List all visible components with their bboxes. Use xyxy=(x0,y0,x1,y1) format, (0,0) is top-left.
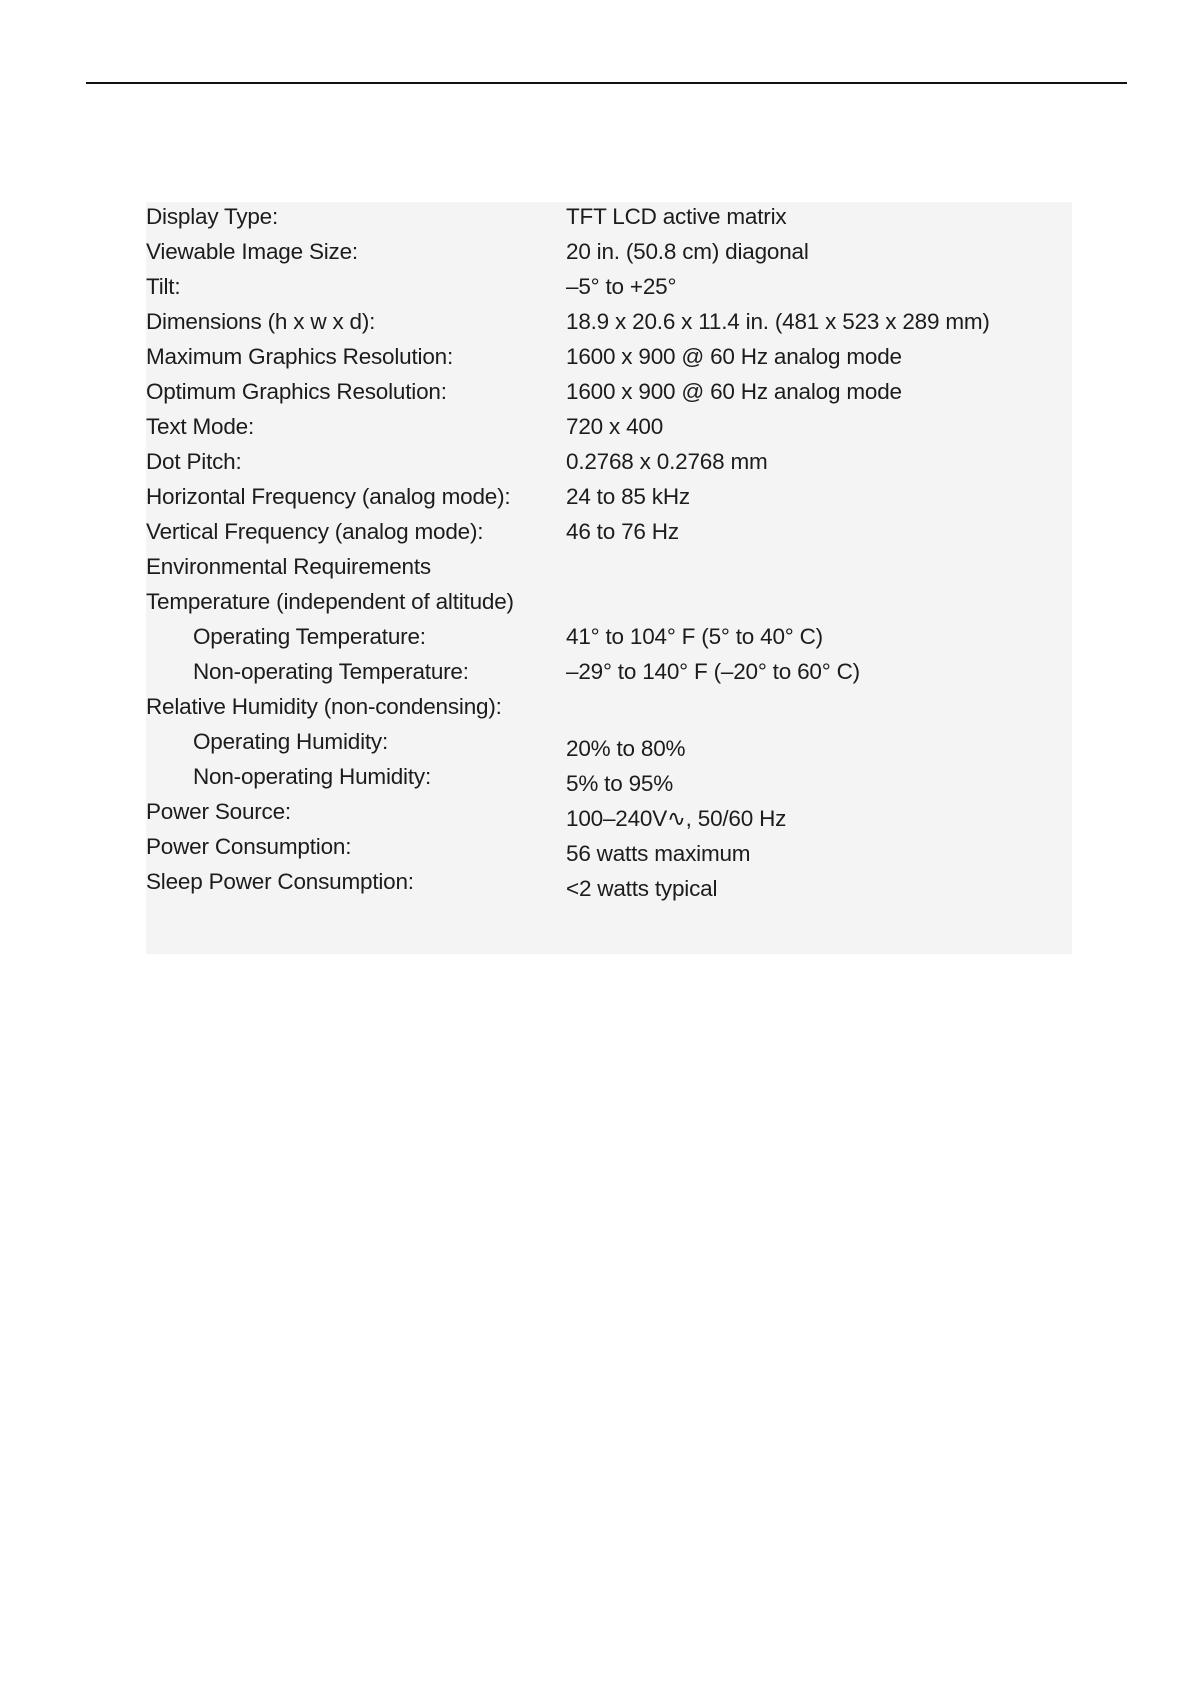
spec-row-power-source xyxy=(146,797,1072,831)
spec-label: Tilt: xyxy=(146,274,181,299)
spec-value: 46 to 76 Hz xyxy=(566,519,679,544)
spec-label: Sleep Power Consumption: xyxy=(146,869,414,894)
spec-value: 20% to 80% xyxy=(566,736,686,761)
spec-value: <2 watts typical xyxy=(566,876,718,901)
spec-label: Dimensions (h x w x d): xyxy=(146,309,376,334)
spec-row-dimensions xyxy=(146,307,1072,341)
spec-row-non-operating-humidity xyxy=(146,762,1072,796)
spec-value: 41° to 104° F (5° to 40° C) xyxy=(566,624,823,649)
spec-section-heading: Relative Humidity (non-condensing): xyxy=(146,694,502,719)
spec-value: –5° to +25° xyxy=(566,274,677,299)
spec-label: Operating Temperature: xyxy=(193,624,426,649)
spec-value: 24 to 85 kHz xyxy=(566,484,690,509)
spec-value: –29° to 140° F (–20° to 60° C) xyxy=(566,659,860,684)
spec-label: Power Source: xyxy=(146,799,291,824)
spec-label: Dot Pitch: xyxy=(146,449,242,474)
spec-value: 1600 x 900 @ 60 Hz analog mode xyxy=(566,344,902,369)
spec-label: Optimum Graphics Resolution: xyxy=(146,379,447,404)
spec-label: Horizontal Frequency (analog mode): xyxy=(146,484,511,509)
spec-value: 100–240V∿, 50/60 Hz xyxy=(566,806,787,831)
spec-row-horizontal-frequency xyxy=(146,482,1072,516)
spec-row-tilt xyxy=(146,272,1072,306)
spec-row-temperature xyxy=(146,587,1072,621)
spec-row-sleep-power-consumption xyxy=(146,867,1072,901)
spec-row-display-type xyxy=(146,202,1072,236)
spec-label: Maximum Graphics Resolution: xyxy=(146,344,454,369)
spec-value: 720 x 400 xyxy=(566,414,664,439)
spec-value: 56 watts maximum xyxy=(566,841,751,866)
spec-label: Power Consumption: xyxy=(146,834,352,859)
spec-row-vertical-frequency xyxy=(146,517,1072,551)
header-rule xyxy=(86,82,1127,84)
spec-section-heading: Temperature (independent of altitude) xyxy=(146,589,514,614)
spec-value: 20 in. (50.8 cm) diagonal xyxy=(566,239,809,264)
spec-value: 1600 x 900 @ 60 Hz analog mode xyxy=(566,379,902,404)
spec-value: TFT LCD active matrix xyxy=(566,204,787,229)
spec-row-max-resolution xyxy=(146,342,1072,376)
spec-row-text-mode xyxy=(146,412,1072,446)
spec-row-operating-temperature xyxy=(146,622,1072,656)
spec-row-environmental-requirements xyxy=(146,552,1072,586)
spec-label: Text Mode: xyxy=(146,414,255,439)
spec-row-non-operating-temperature xyxy=(146,657,1072,691)
spec-value: 18.9 x 20.6 x 11.4 in. (481 x 523 x 289 mm) xyxy=(566,309,990,334)
spec-row-dot-pitch xyxy=(146,447,1072,481)
spec-table xyxy=(146,202,1072,954)
spec-value: 5% to 95% xyxy=(566,771,674,796)
spec-label: Operating Humidity: xyxy=(193,729,389,754)
spec-row-power-consumption xyxy=(146,832,1072,866)
spec-value: 0.2768 x 0.2768 mm xyxy=(566,449,768,474)
spec-label: Display Type: xyxy=(146,204,279,229)
spec-row-relative-humidity xyxy=(146,692,1072,726)
spec-section-heading: Environmental Requirements xyxy=(146,554,431,579)
spec-row-viewable-image-size xyxy=(146,237,1072,271)
spec-label: Viewable Image Size: xyxy=(146,239,358,264)
spec-label: Vertical Frequency (analog mode): xyxy=(146,519,484,544)
spec-label: Non-operating Humidity: xyxy=(193,764,432,789)
spec-label: Non-operating Temperature: xyxy=(193,659,469,684)
spec-row-optimum-resolution xyxy=(146,377,1072,411)
spec-row-operating-humidity xyxy=(146,727,1072,761)
